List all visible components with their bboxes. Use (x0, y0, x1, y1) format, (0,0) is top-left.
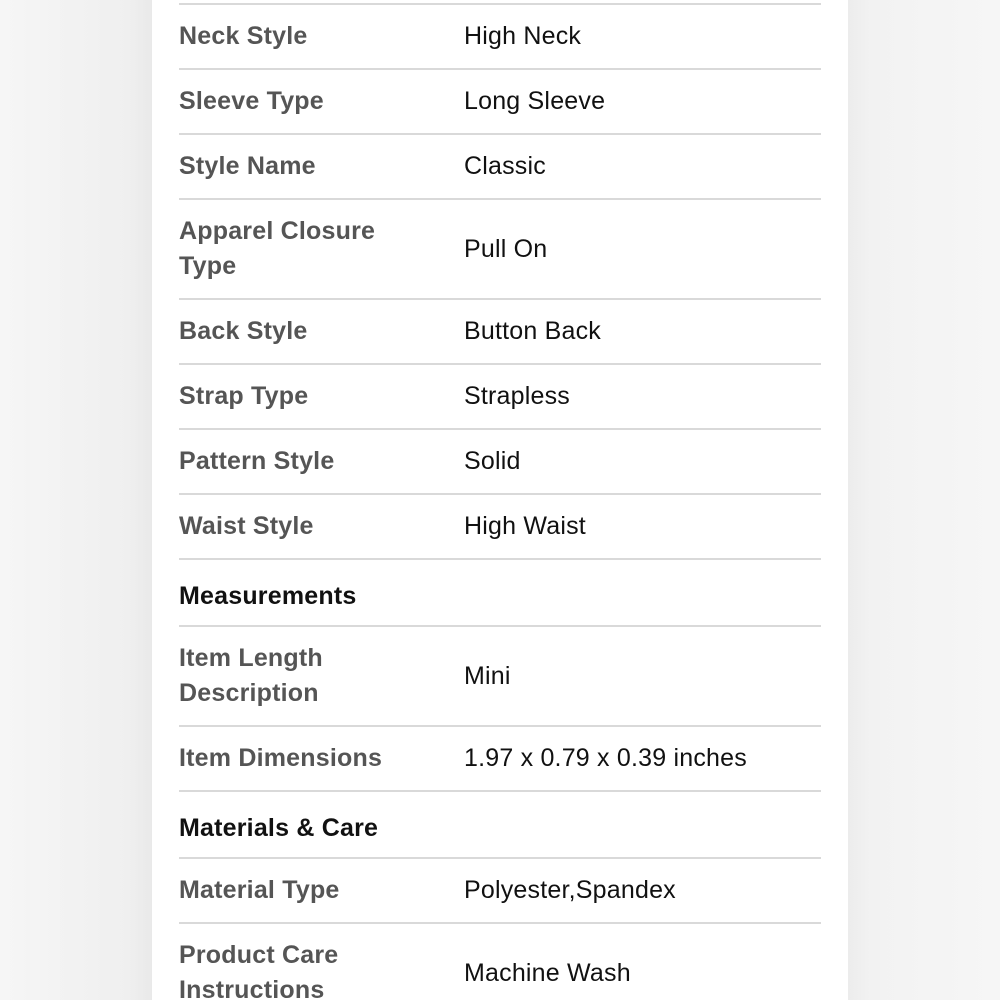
detail-value: Strapless (464, 382, 571, 410)
detail-value: High Waist (464, 512, 586, 540)
detail-value: Machine Wash (464, 958, 631, 987)
page-background-right (848, 0, 1000, 1000)
detail-label: Style Name (179, 152, 316, 180)
detail-label: Pattern Style (179, 447, 335, 475)
detail-value: Polyester,Spandex (464, 876, 676, 904)
section-heading: Measurements (179, 582, 357, 610)
detail-row-apparel-closure-type (179, 198, 821, 298)
detail-row-item-length-description (179, 625, 821, 725)
section-heading-materials-care (179, 790, 821, 857)
detail-label: Product Care Instructions (179, 941, 339, 1000)
detail-value: 1.97 x 0.79 x 0.39 inches (464, 744, 747, 772)
section-heading-measurements (179, 558, 821, 625)
detail-label: Apparel Closure Type (179, 217, 376, 280)
detail-row-back-style (179, 298, 821, 363)
detail-row-product-care-instructions (179, 922, 821, 1000)
detail-row-sleeve-type (179, 68, 821, 133)
detail-label: Item Length Description (179, 644, 323, 707)
detail-row-material-type (179, 857, 821, 922)
product-details-table (179, 3, 821, 1000)
detail-label: Sleeve Type (179, 87, 324, 115)
detail-value: Button Back (464, 317, 602, 345)
detail-row-strap-type (179, 363, 821, 428)
detail-value: Long Sleeve (464, 87, 606, 115)
detail-row-neck-style (179, 3, 821, 68)
detail-row-item-dimensions (179, 725, 821, 790)
detail-label: Waist Style (179, 512, 314, 540)
detail-row-waist-style (179, 493, 821, 558)
detail-label: Neck Style (179, 22, 308, 50)
detail-label: Back Style (179, 317, 308, 345)
detail-value: Classic (464, 152, 546, 180)
section-heading: Materials & Care (179, 814, 379, 842)
detail-value: Pull On (464, 234, 548, 263)
detail-label: Item Dimensions (179, 744, 383, 772)
detail-row-style-name (179, 133, 821, 198)
detail-label: Strap Type (179, 382, 309, 410)
detail-row-pattern-style (179, 428, 821, 493)
detail-value: High Neck (464, 22, 582, 50)
detail-value: Solid (464, 447, 521, 475)
product-details-panel (152, 0, 848, 1000)
detail-value: Mini (464, 661, 511, 690)
page-background-left (0, 0, 152, 1000)
detail-label: Material Type (179, 876, 340, 904)
